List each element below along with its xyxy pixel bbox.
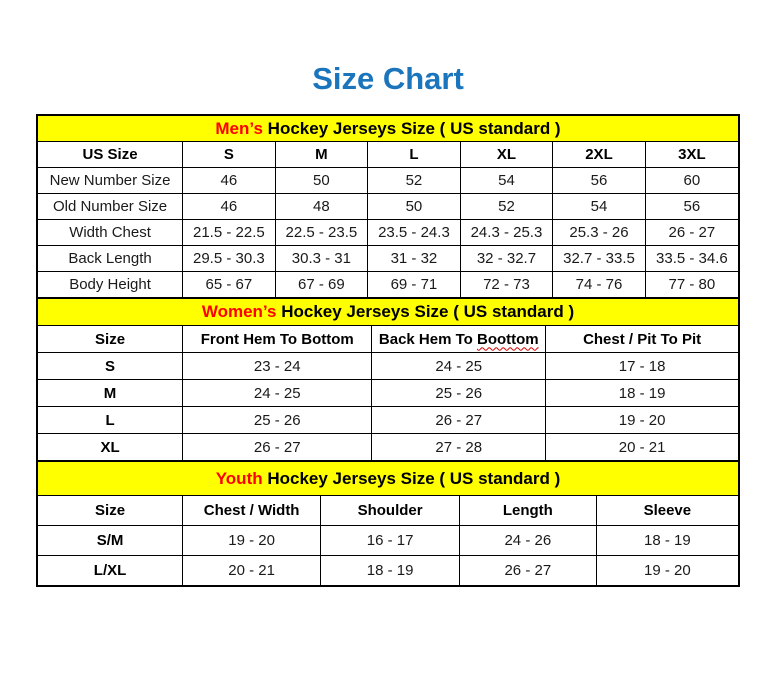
size-value-cell: 52 <box>368 168 461 194</box>
column-header: S <box>183 142 276 168</box>
womens-section-band <box>38 299 739 326</box>
row-label: New Number Size <box>38 168 183 194</box>
size-value-cell: 46 <box>183 194 276 220</box>
column-header: XL <box>460 142 553 168</box>
column-header: Chest / Width <box>183 496 321 526</box>
size-value-cell: 77 - 80 <box>645 272 738 298</box>
mens-section-band <box>38 116 739 142</box>
size-value-cell: 52 <box>460 194 553 220</box>
youth-header-row <box>38 496 739 526</box>
womens-section-title-highlight: Women’s <box>201 302 277 322</box>
size-value-cell: 18 - 19 <box>546 380 739 407</box>
table-row <box>38 168 739 194</box>
table-row <box>38 407 739 434</box>
size-value-cell: 17 - 18 <box>546 353 739 380</box>
table-row <box>38 246 739 272</box>
size-value-cell: 24 - 26 <box>459 526 596 556</box>
size-value-cell: 50 <box>368 194 461 220</box>
size-value-cell: 32.7 - 33.5 <box>553 246 646 272</box>
column-header: Shoulder <box>321 496 460 526</box>
size-value-cell: 24 - 25 <box>183 380 372 407</box>
column-header: M <box>275 142 368 168</box>
size-value-cell: 18 - 19 <box>321 556 460 586</box>
youth-size-table <box>37 461 739 586</box>
row-label: S/M <box>38 526 183 556</box>
size-value-cell: 54 <box>553 194 646 220</box>
column-header: 2XL <box>553 142 646 168</box>
size-value-cell: 23.5 - 24.3 <box>368 220 461 246</box>
column-header: L <box>368 142 461 168</box>
mens-size-table <box>37 115 739 298</box>
column-header: Size <box>38 496 183 526</box>
size-value-cell: 25 - 26 <box>183 407 372 434</box>
column-header: 3XL <box>645 142 738 168</box>
womens-section-title-rest: Hockey Jerseys Size ( US standard ) <box>281 302 575 322</box>
size-value-cell: 50 <box>275 168 368 194</box>
column-header-text: Back Hem To <box>378 330 473 348</box>
youth-section-title-rest: Hockey Jerseys Size ( US standard ) <box>267 468 561 488</box>
size-value-cell: 30.3 - 31 <box>275 246 368 272</box>
size-value-cell: 26 - 27 <box>459 556 596 586</box>
size-value-cell: 19 - 20 <box>183 526 321 556</box>
row-label: Back Length <box>38 246 183 272</box>
size-value-cell: 26 - 27 <box>372 407 546 434</box>
row-label: Body Height <box>38 272 183 298</box>
size-value-cell: 56 <box>553 168 646 194</box>
size-value-cell: 54 <box>460 168 553 194</box>
row-label: Old Number Size <box>38 194 183 220</box>
womens-section-title <box>38 299 739 326</box>
table-row <box>38 272 739 298</box>
size-value-cell: 19 - 20 <box>546 407 739 434</box>
row-label: S <box>38 353 183 380</box>
womens-size-table <box>37 298 739 461</box>
size-value-cell: 32 - 32.7 <box>460 246 553 272</box>
column-header: Size <box>38 326 183 353</box>
size-value-cell: 33.5 - 34.6 <box>645 246 738 272</box>
womens-header-row <box>38 326 739 353</box>
size-value-cell: 24 - 25 <box>372 353 546 380</box>
size-value-cell: 56 <box>645 194 738 220</box>
mens-section-title-highlight: Men’s <box>215 118 263 138</box>
row-label: Width Chest <box>38 220 183 246</box>
row-label: M <box>38 380 183 407</box>
column-header: Length <box>459 496 596 526</box>
size-value-cell: 20 - 21 <box>183 556 321 586</box>
table-row <box>38 353 739 380</box>
size-value-cell: 16 - 17 <box>321 526 460 556</box>
size-value-cell: 48 <box>275 194 368 220</box>
size-value-cell: 22.5 - 23.5 <box>275 220 368 246</box>
size-value-cell: 72 - 73 <box>460 272 553 298</box>
size-value-cell: 18 - 19 <box>596 526 738 556</box>
size-value-cell: 20 - 21 <box>546 434 739 461</box>
row-label: L <box>38 407 183 434</box>
size-value-cell: 25.3 - 26 <box>553 220 646 246</box>
size-value-cell: 27 - 28 <box>372 434 546 461</box>
size-chart <box>36 114 740 587</box>
mens-header-row <box>38 142 739 168</box>
youth-section-band <box>38 462 739 496</box>
table-row <box>38 526 739 556</box>
mens-section-title <box>38 116 739 142</box>
size-value-cell: 26 - 27 <box>183 434 372 461</box>
size-value-cell: 24.3 - 25.3 <box>460 220 553 246</box>
row-label: XL <box>38 434 183 461</box>
misspelled-word: Boottom <box>477 330 539 348</box>
youth-section-title <box>38 462 739 496</box>
size-value-cell: 23 - 24 <box>183 353 372 380</box>
size-value-cell: 60 <box>645 168 738 194</box>
size-value-cell: 31 - 32 <box>368 246 461 272</box>
size-value-cell: 46 <box>183 168 276 194</box>
table-row <box>38 434 739 461</box>
column-header: US Size <box>38 142 183 168</box>
youth-section-title-highlight: Youth <box>215 468 263 488</box>
column-header: Front Hem To Bottom <box>183 326 372 353</box>
size-value-cell: 74 - 76 <box>553 272 646 298</box>
size-value-cell: 21.5 - 22.5 <box>183 220 276 246</box>
table-row <box>38 220 739 246</box>
size-value-cell: 65 - 67 <box>183 272 276 298</box>
size-value-cell: 19 - 20 <box>596 556 738 586</box>
size-value-cell: 67 - 69 <box>275 272 368 298</box>
size-value-cell: 26 - 27 <box>645 220 738 246</box>
size-value-cell: 29.5 - 30.3 <box>183 246 276 272</box>
table-row <box>38 380 739 407</box>
size-value-cell: 25 - 26 <box>372 380 546 407</box>
column-header: Sleeve <box>596 496 738 526</box>
row-label: L/XL <box>38 556 183 586</box>
column-header <box>372 326 546 353</box>
table-row <box>38 556 739 586</box>
size-value-cell: 69 - 71 <box>368 272 461 298</box>
mens-section-title-rest: Hockey Jerseys Size ( US standard ) <box>267 118 561 138</box>
column-header: Chest / Pit To Pit <box>546 326 739 353</box>
page-title: Size Chart <box>312 61 464 96</box>
table-row <box>38 194 739 220</box>
